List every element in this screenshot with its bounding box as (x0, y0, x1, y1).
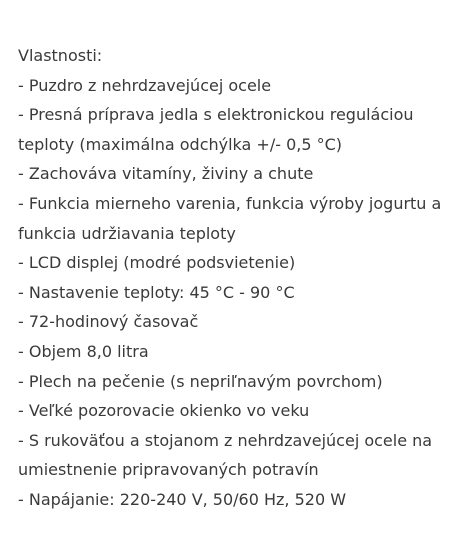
feature-item-volume: - Objem 8,0 litra (18, 341, 149, 361)
feature-item-functions: - Funkcia mierneho varenia, funkcia výroby jogurtu a funkcia udržiavania teploty (18, 193, 442, 243)
features-heading: Vlastnosti: (18, 46, 103, 65)
feature-item-power: - Napájanie: 220-240 V, 50/60 Hz, 520 W (18, 489, 347, 509)
features-list (18, 41, 448, 515)
feature-item-housing: - Puzdro z nehrdzavejúcej ocele (18, 75, 272, 95)
feature-item-temperature-range: - Nastavenie teploty: 45 °C - 90 °C (18, 282, 295, 302)
feature-item-lcd-display: - LCD displej (modré podsvietenie) (18, 253, 296, 273)
feature-item-baking-tray: - Plech na pečenie (s nepriľnavým povrchom) (18, 371, 383, 391)
feature-item-timer: - 72-hodinový časovač (18, 312, 199, 332)
feature-item-handle-stand: - S rukoväťou a stojanom z nehrdzavejúcej ocele na umiestnenie pripravovaných potravín (18, 430, 433, 480)
feature-item-viewing-window: - Veľké pozorovacie okienko vo veku (18, 401, 310, 421)
feature-item-temperature-control: - Presná príprava jedla s elektronickou reguláciou teploty (maximálna odchýlka +/- 0,5 °C) (18, 105, 414, 154)
feature-item-vitamins: - Zachováva vitamíny, živiny a chute (18, 164, 314, 184)
